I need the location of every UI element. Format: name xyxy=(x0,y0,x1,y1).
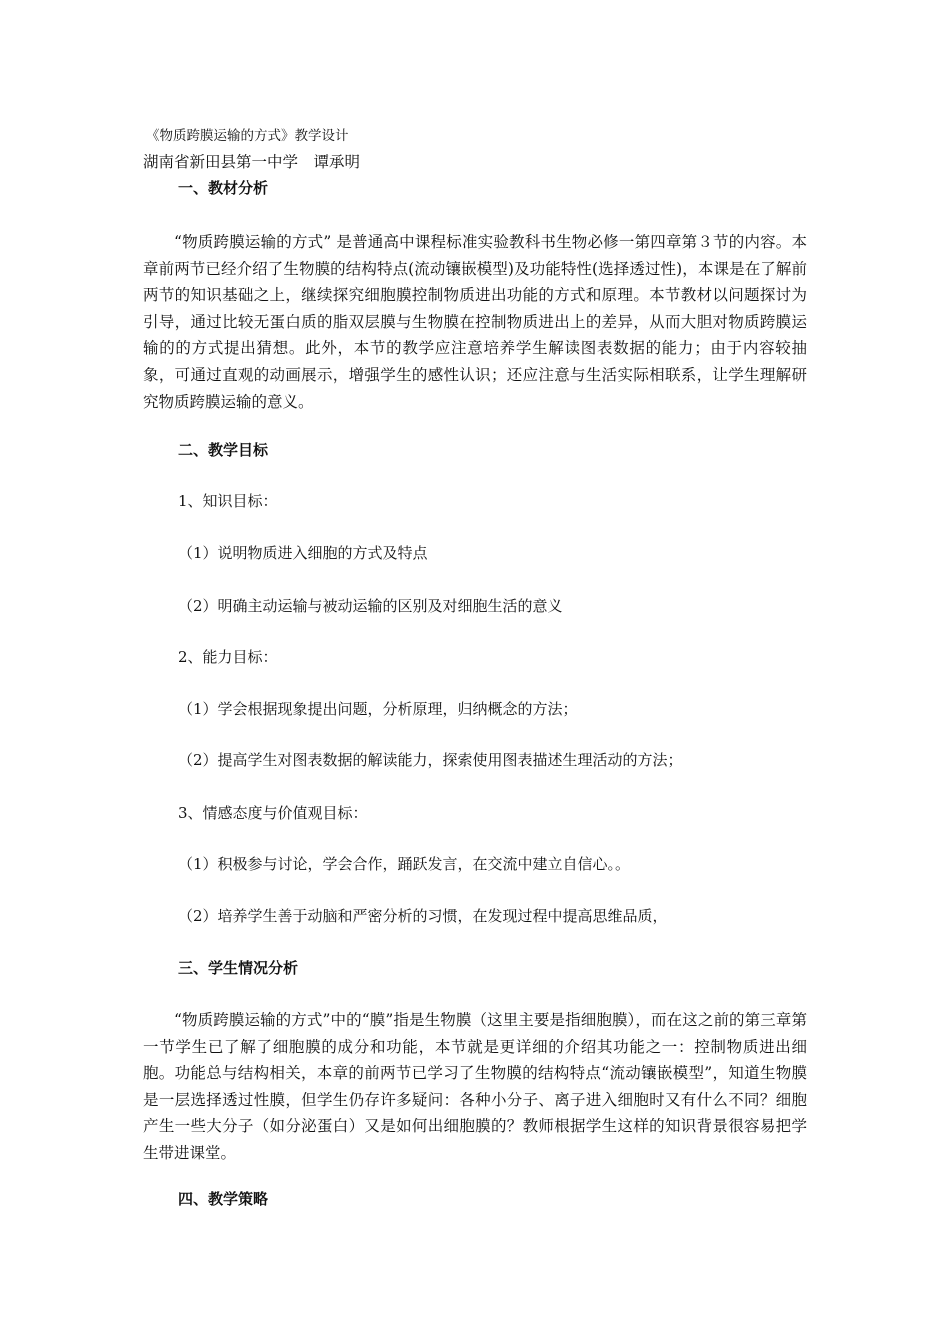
ability-goal-item-2: （2）提高学生对图表数据的解读能力，探索使用图表描述生理活动的方法； xyxy=(178,751,683,769)
document-author: 湖南省新田县第一中学 谭承明 xyxy=(143,153,361,171)
attitude-goal-label: 3、情感态度与价值观目标： xyxy=(178,804,368,822)
attitude-goal-item-1: （1）积极参与讨论，学会合作，踊跃发言，在交流中建立自信心。。 xyxy=(178,855,631,873)
knowledge-goal-item-1: （1）说明物质进入细胞的方式及特点 xyxy=(178,544,428,562)
section-heading-teaching-strategy: 四、教学策略 xyxy=(178,1190,269,1208)
ability-goal-label: 2、能力目标： xyxy=(178,648,278,666)
ability-goal-item-1: （1）学会根据现象提出问题，分析原理，归纳概念的方法； xyxy=(178,700,578,718)
section-heading-textbook-analysis: 一、教材分析 xyxy=(178,179,269,197)
document-title: 《物质跨膜运输的方式》教学设计 xyxy=(146,128,349,144)
section-heading-student-analysis: 三、学生情况分析 xyxy=(178,959,299,977)
knowledge-goal-label: 1、知识目标： xyxy=(178,492,278,510)
section-heading-teaching-goals: 二、教学目标 xyxy=(178,441,269,459)
attitude-goal-item-2: （2）培养学生善于动脑和严密分析的习惯，在发现过程中提高思维品质， xyxy=(178,907,668,925)
knowledge-goal-item-2: （2）明确主动运输与被动运输的区别及对细胞生活的意义 xyxy=(178,597,563,615)
textbook-analysis-paragraph: “物质跨膜运输的方式” 是普通高中课程标准实验教科书生物必修一第四章第３节的内容。本章前两节已经介绍了生物膜的结构特点(流动镶嵌模型)及功能特性(选择透过性)，本课是在了解前两节的知识基础之上，继续探究细胞膜控制物质进出功能的方式和原理。本节教材以问题探讨为引导，通过比较无蛋白质的脂双层膜与生物膜在控制物质进出上的差异，从而大胆对物质跨膜运输的的方式提出猜想。此外，本节的教学应注意培养学生解读图表数据的能力；由于内容较抽象，可通过直观的动画展示，增强学生的感性认识；还应注意与生活实际相联系，让学生理解研究物质跨膜运输的意义。 xyxy=(143,233,807,411)
student-analysis-paragraph: “物质跨膜运输的方式”中的“膜”指是生物膜（这里主要是指细胞膜），而在这之前的第三章第一节学生已了解了细胞膜的成分和功能，本节就是更详细的介绍其功能之一：控制物质进出细胞。功能总与结构相关，本章的前两节已学习了生物膜的结构特点“流动镶嵌模型”，知道生物膜是一层选择透过性膜，但学生仍存许多疑问：各种小分子、离子进入细胞时又有什么不同？细胞产生一些大分子（如分泌蛋白）又是如何出细胞膜的？教师根据学生这样的知识背景很容易把学生带进课堂。 xyxy=(143,1011,807,1162)
